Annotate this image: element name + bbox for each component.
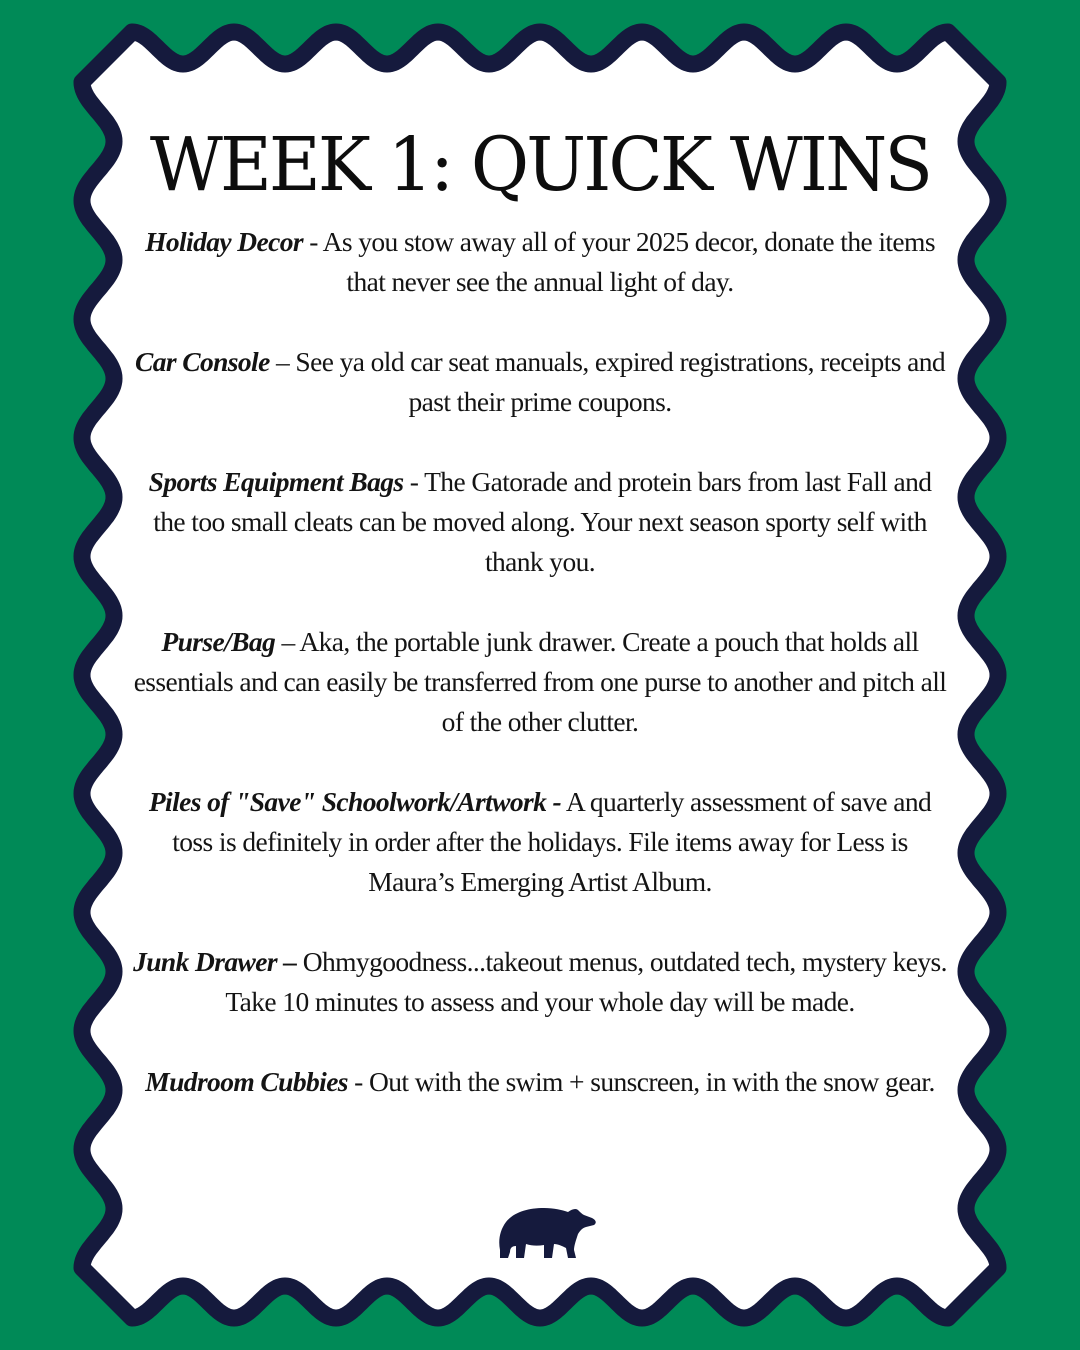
tip-separator: - — [347, 1066, 370, 1097]
tip-label: Piles of "Save" Schoolwork/Artwork - — [148, 786, 562, 817]
tip-text: The Gatorade and protein bars from last Fall and the too small cleats can be moved along. Your next season sporty self with thank you. — [153, 466, 932, 577]
tip-label: Mudroom Cubbies — [145, 1066, 348, 1097]
tip-text: As you stow away all of your 2025 decor, donate the items that never see the annual light of day. — [322, 226, 935, 297]
tip-label: Holiday Decor — [145, 226, 303, 257]
tip-item — [130, 622, 950, 742]
tip-item — [130, 342, 950, 422]
tip-item — [130, 222, 950, 302]
tip-separator: - — [303, 226, 323, 257]
page-title: WEEK 1: QUICK WINS — [149, 122, 931, 208]
tip-label: Car Console — [134, 346, 270, 377]
tip-separator: - — [403, 466, 425, 497]
tip-separator: – — [269, 346, 296, 377]
tip-item — [130, 1062, 950, 1102]
tip-item — [130, 462, 950, 582]
tips-list — [130, 222, 950, 1102]
tip-text: Ohmygoodness...takeout menus, outdated tech, mystery keys. Take 10 minutes to assess and your whole day will be made. — [225, 946, 947, 1017]
tip-text: Aka, the portable junk drawer. Create a pouch that holds all essentials and can easily be transferred from one purse to another and pitch all of the other clutter. — [133, 626, 947, 737]
tip-item — [130, 942, 950, 1022]
tip-text: See ya old car seat manuals, expired registrations, receipts and past their prime coupons. — [295, 346, 946, 417]
tip-text: A quarterly assessment of save and toss is definitely in order after the holidays. File items away for Less is Maura’s Emerging Artist Album. — [172, 786, 932, 897]
tip-separator: – — [275, 626, 300, 657]
bear-icon — [499, 1208, 595, 1258]
tip-label: Sports Equipment Bags — [148, 466, 404, 497]
bear-logo — [494, 1200, 598, 1262]
tip-text: Out with the swim + sunscreen, in with the snow gear. — [369, 1066, 935, 1097]
tip-label: Purse/Bag — [161, 626, 276, 657]
tip-label: Junk Drawer – — [133, 946, 297, 977]
tip-item — [130, 782, 950, 902]
content-panel — [130, 120, 950, 1142]
